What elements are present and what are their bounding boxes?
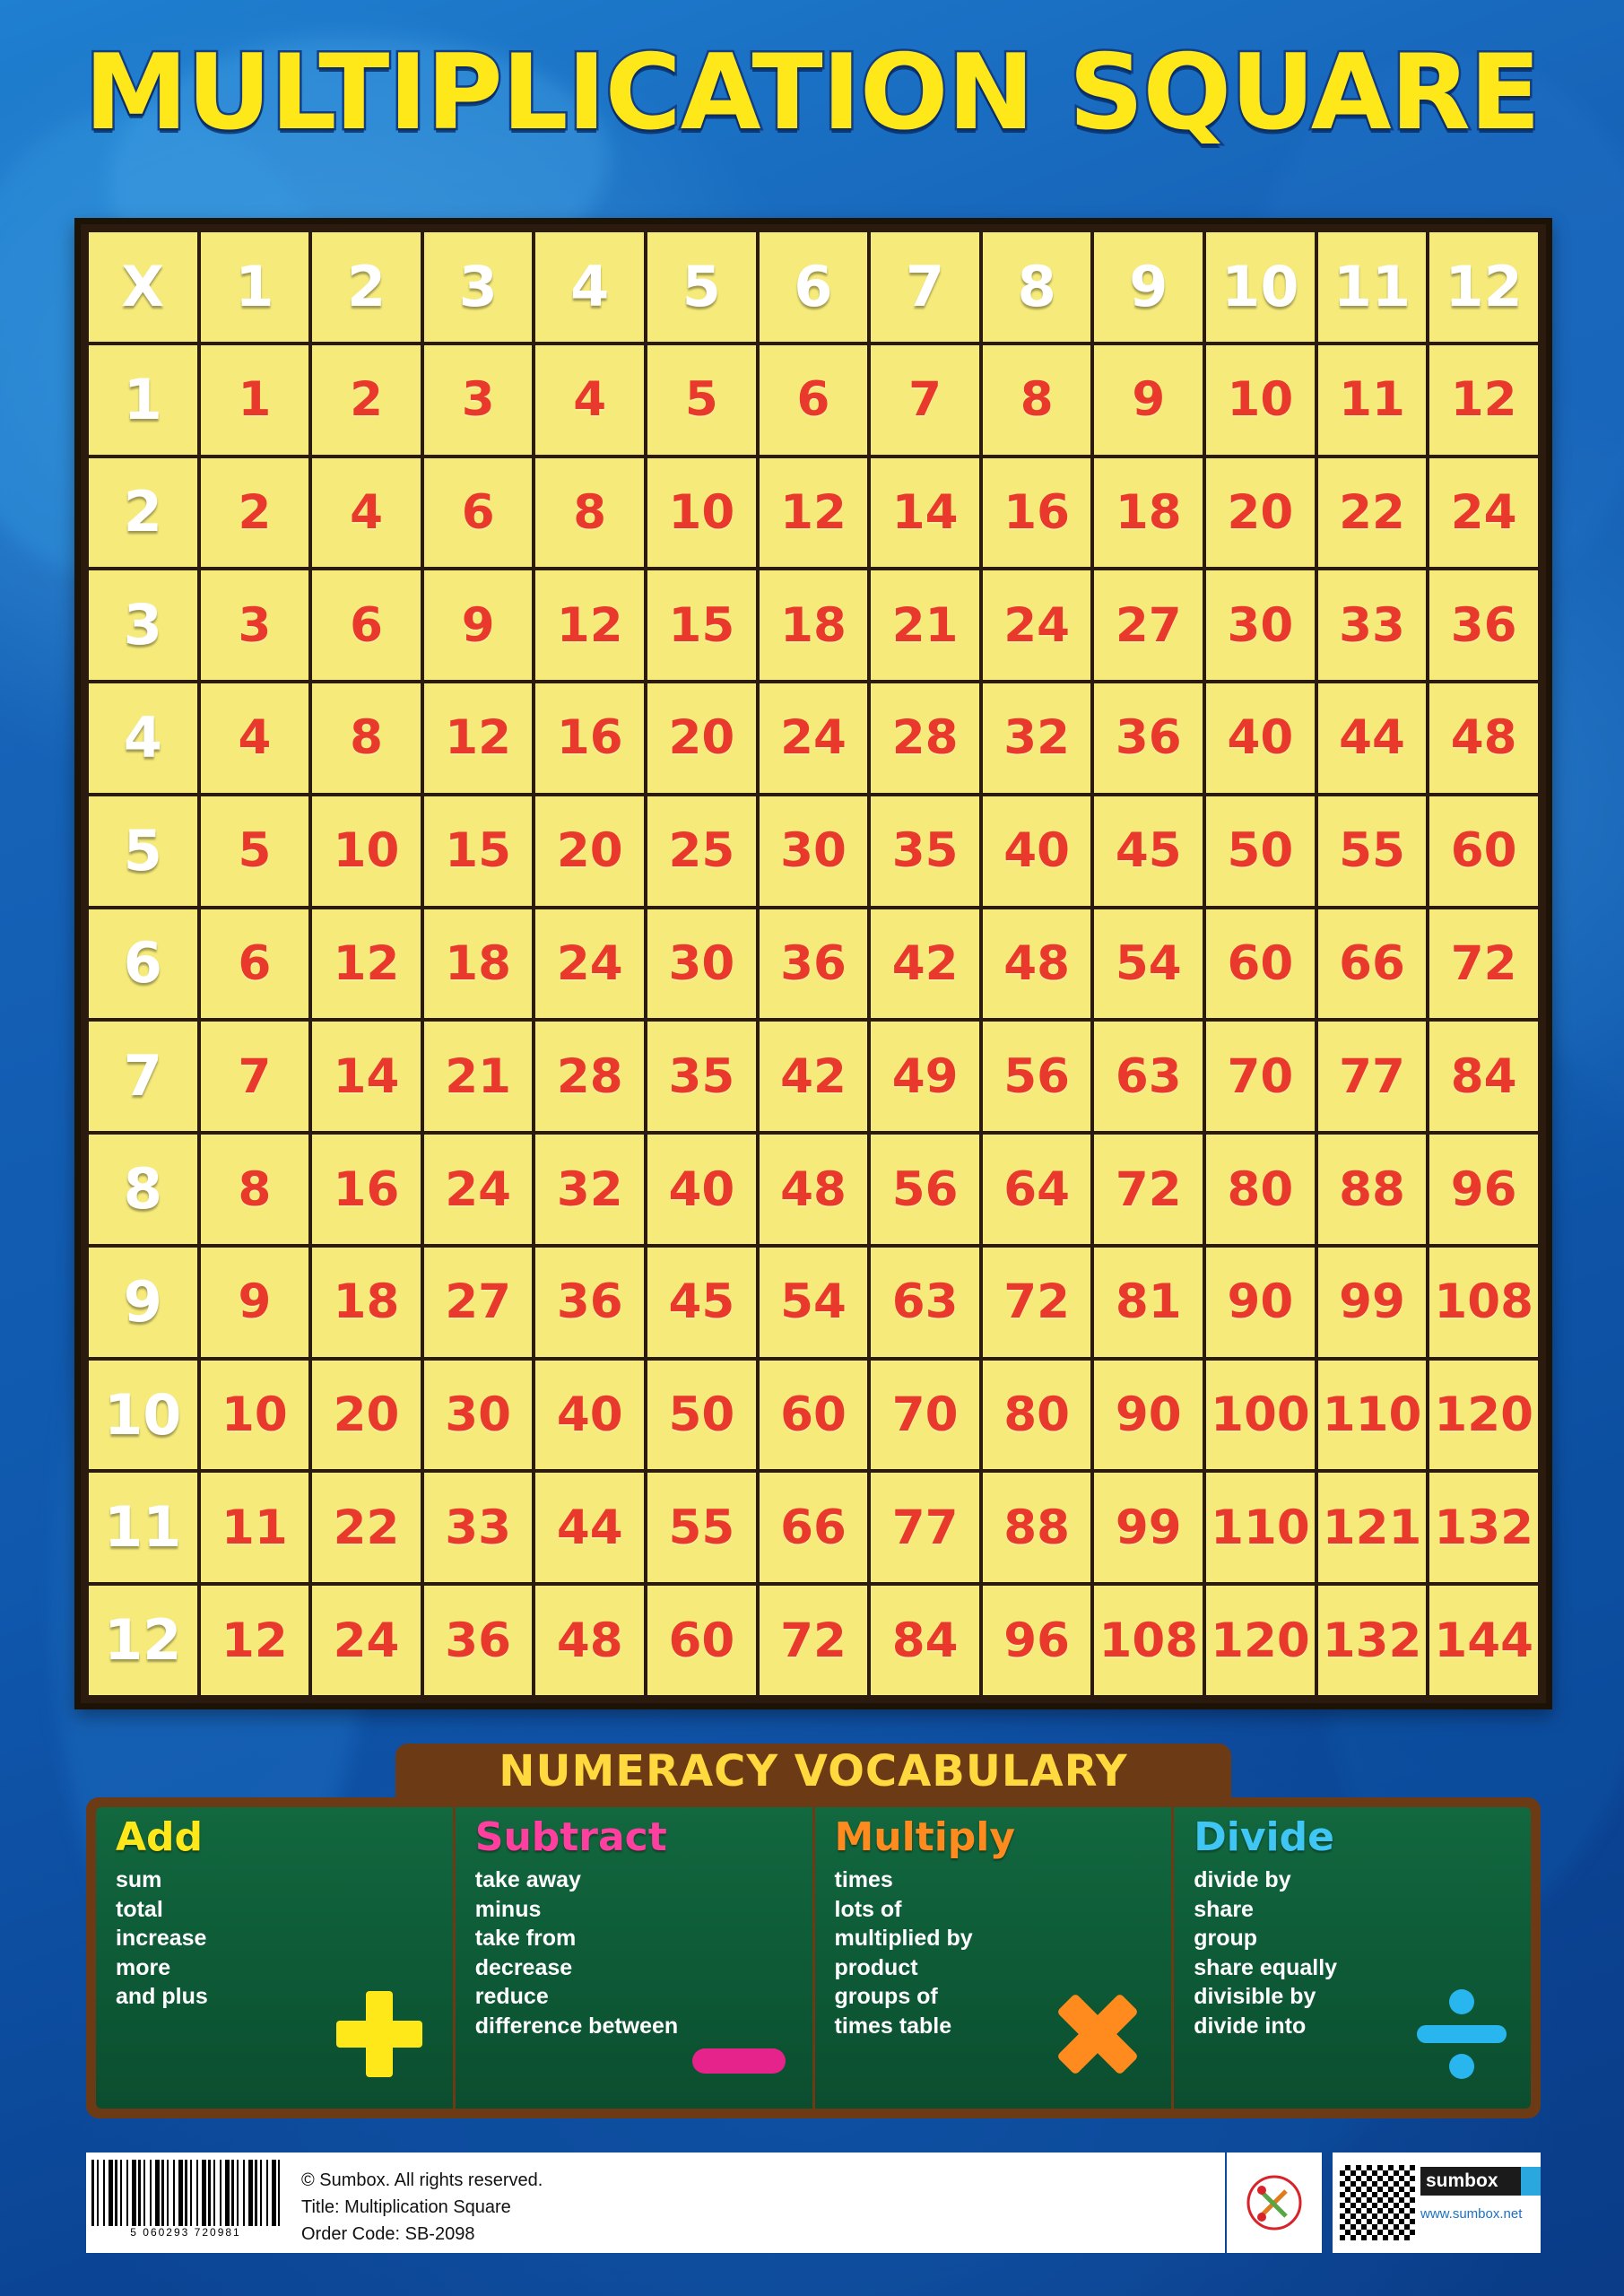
table-row xyxy=(89,1473,1538,1582)
table-cell: 33 xyxy=(424,1473,533,1582)
table-cell: 15 xyxy=(647,570,756,680)
table-cell: 10 xyxy=(201,1361,309,1470)
header-cell-7: 7 xyxy=(871,232,979,342)
table-cell: 20 xyxy=(647,683,756,793)
table-row xyxy=(89,570,1538,680)
row-header-4: 4 xyxy=(89,683,197,793)
table-cell: 21 xyxy=(871,570,979,680)
table-row xyxy=(89,1022,1538,1131)
table-row xyxy=(89,683,1538,793)
table-cell: 88 xyxy=(983,1473,1091,1582)
footer-strip xyxy=(86,2152,1541,2253)
brand-swatch xyxy=(1521,2167,1541,2196)
table-cell: 14 xyxy=(312,1022,421,1131)
table-cell: 72 xyxy=(983,1248,1091,1357)
vocab-terms-divide xyxy=(1194,1866,1515,2040)
table-cell: 144 xyxy=(1429,1586,1538,1695)
header-cell-11: 11 xyxy=(1318,232,1427,342)
header-cell-10: 10 xyxy=(1206,232,1315,342)
multiplication-grid xyxy=(74,218,1552,1709)
table-cell: 45 xyxy=(1094,796,1203,906)
table-cell: 5 xyxy=(201,796,309,906)
table-cell: 77 xyxy=(871,1473,979,1582)
header-cell-1: 1 xyxy=(201,232,309,342)
vocab-column-add xyxy=(96,1807,453,2109)
row-header-7: 7 xyxy=(89,1022,197,1131)
row-header-6: 6 xyxy=(89,909,197,1019)
table-cell: 27 xyxy=(1094,570,1203,680)
table-cell: 48 xyxy=(760,1135,868,1244)
table-cell: 12 xyxy=(312,909,421,1019)
table-cell: 56 xyxy=(871,1135,979,1244)
table-cell: 96 xyxy=(1429,1135,1538,1244)
table-cell: 12 xyxy=(1429,345,1538,455)
row-header-5: 5 xyxy=(89,796,197,906)
table-row xyxy=(89,1135,1538,1244)
table-cell: 15 xyxy=(424,796,533,906)
header-cell-6: 6 xyxy=(760,232,868,342)
order-code-text: Order Code: SB-2098 xyxy=(301,2224,475,2244)
table-cell: 96 xyxy=(983,1586,1091,1695)
table-cell: 110 xyxy=(1206,1473,1315,1582)
table-cell: 45 xyxy=(647,1248,756,1357)
table-cell: 36 xyxy=(1094,683,1203,793)
table-cell: 3 xyxy=(424,345,533,455)
table-cell: 24 xyxy=(535,909,644,1019)
list-item: multiplied by xyxy=(834,1926,973,1951)
table-cell: 4 xyxy=(201,683,309,793)
table-cell: 32 xyxy=(983,683,1091,793)
table-cell: 30 xyxy=(1206,570,1315,680)
table-cell: 8 xyxy=(312,683,421,793)
header-cell-3: 3 xyxy=(424,232,533,342)
list-item: product xyxy=(834,1954,918,1980)
vocabulary-heading: NUMERACY VOCABULARY xyxy=(395,1744,1231,1799)
table-cell: 121 xyxy=(1318,1473,1427,1582)
list-item: lots of xyxy=(834,1896,902,1922)
table-cell: 32 xyxy=(535,1135,644,1244)
table-cell: 81 xyxy=(1094,1248,1203,1357)
brand-name: sumbox xyxy=(1420,2167,1521,2196)
table-cell: 48 xyxy=(1429,683,1538,793)
table-cell: 10 xyxy=(647,458,756,568)
table-cell: 36 xyxy=(535,1248,644,1357)
brand-url: www.sumbox.net xyxy=(1420,2206,1523,2222)
table-cell: 77 xyxy=(1318,1022,1427,1131)
list-item: divide by xyxy=(1194,1867,1291,1892)
table-cell: 120 xyxy=(1429,1361,1538,1470)
table-cell: 54 xyxy=(760,1248,868,1357)
table-cell: 30 xyxy=(647,909,756,1019)
list-item: and plus xyxy=(116,1984,208,2009)
table-cell: 66 xyxy=(1318,909,1427,1019)
table-row xyxy=(89,1248,1538,1357)
table-cell: 60 xyxy=(760,1361,868,1470)
table-cell: 72 xyxy=(1429,909,1538,1019)
table-cell: 18 xyxy=(1094,458,1203,568)
table-cell: 55 xyxy=(1318,796,1427,906)
table-cell: 22 xyxy=(1318,458,1427,568)
table-header-row xyxy=(89,232,1538,342)
table-cell: 54 xyxy=(1094,909,1203,1019)
table-cell: 36 xyxy=(760,909,868,1019)
table-cell: 20 xyxy=(535,796,644,906)
table-cell: 18 xyxy=(424,909,533,1019)
product-title-text: Title: Multiplication Square xyxy=(301,2197,511,2217)
table-cell: 60 xyxy=(1429,796,1538,906)
table-cell: 40 xyxy=(1206,683,1315,793)
row-header-10: 10 xyxy=(89,1361,197,1470)
table-cell: 44 xyxy=(535,1473,644,1582)
list-item: sum xyxy=(116,1867,162,1892)
table-cell: 88 xyxy=(1318,1135,1427,1244)
table-row xyxy=(89,1361,1538,1470)
table-cell: 9 xyxy=(1094,345,1203,455)
table-cell: 7 xyxy=(871,345,979,455)
table-cell: 70 xyxy=(871,1361,979,1470)
list-item: more xyxy=(116,1954,171,1980)
vocab-column-subtract xyxy=(453,1807,812,2109)
list-item: divide into xyxy=(1194,2013,1307,2039)
vocabulary-board xyxy=(96,1807,1531,2109)
table-cell: 84 xyxy=(871,1586,979,1695)
table-cell: 8 xyxy=(201,1135,309,1244)
vocabulary-body xyxy=(86,1797,1541,2118)
table-cell: 132 xyxy=(1429,1473,1538,1582)
list-item: difference between xyxy=(474,2013,679,2039)
table-row xyxy=(89,909,1538,1019)
table-cell: 42 xyxy=(760,1022,868,1131)
table-cell: 22 xyxy=(312,1473,421,1582)
table-cell: 16 xyxy=(535,683,644,793)
table-cell: 132 xyxy=(1318,1586,1427,1695)
table-cell: 33 xyxy=(1318,570,1427,680)
table-cell: 60 xyxy=(647,1586,756,1695)
table-cell: 56 xyxy=(983,1022,1091,1131)
table-cell: 108 xyxy=(1429,1248,1538,1357)
vocab-terms-multiply xyxy=(835,1866,1156,2040)
table-cell: 36 xyxy=(424,1586,533,1695)
list-item: increase xyxy=(116,1926,207,1951)
multiplication-table xyxy=(85,229,1541,1699)
list-item: take away xyxy=(474,1867,581,1892)
table-cell: 6 xyxy=(201,909,309,1019)
table-cell: 99 xyxy=(1094,1473,1203,1582)
vocab-column-multiply xyxy=(812,1807,1172,2109)
list-item: reduce xyxy=(474,1984,549,2009)
vocab-title-divide: Divide xyxy=(1194,1814,1334,1860)
table-cell: 10 xyxy=(312,796,421,906)
table-cell: 100 xyxy=(1206,1361,1315,1470)
row-header-2: 2 xyxy=(89,458,197,568)
table-cell: 24 xyxy=(983,570,1091,680)
table-cell: 24 xyxy=(760,683,868,793)
table-cell: 16 xyxy=(983,458,1091,568)
row-header-11: 11 xyxy=(89,1473,197,1582)
table-cell: 3 xyxy=(201,570,309,680)
table-cell: 55 xyxy=(647,1473,756,1582)
header-cell-4: 4 xyxy=(535,232,644,342)
table-cell: 1 xyxy=(201,345,309,455)
table-cell: 4 xyxy=(312,458,421,568)
row-header-12: 12 xyxy=(89,1586,197,1695)
table-cell: 44 xyxy=(1318,683,1427,793)
table-cell: 2 xyxy=(201,458,309,568)
table-cell: 108 xyxy=(1094,1586,1203,1695)
table-cell: 12 xyxy=(760,458,868,568)
copyright-text: © Sumbox. All rights reserved. xyxy=(301,2170,543,2190)
header-cell-8: 8 xyxy=(983,232,1091,342)
table-cell: 110 xyxy=(1318,1361,1427,1470)
header-cell-9: 9 xyxy=(1094,232,1203,342)
table-cell: 12 xyxy=(201,1586,309,1695)
list-item: divisible by xyxy=(1194,1984,1316,2009)
table-cell: 63 xyxy=(871,1248,979,1357)
table-cell: 28 xyxy=(871,683,979,793)
list-item: decrease xyxy=(474,1954,573,1980)
table-cell: 40 xyxy=(647,1135,756,1244)
list-item: times xyxy=(834,1867,893,1892)
table-cell: 20 xyxy=(1206,458,1315,568)
table-cell: 84 xyxy=(1429,1022,1538,1131)
scissors-safety-icon xyxy=(1246,2175,1302,2231)
barcode-bars xyxy=(91,2160,280,2226)
table-cell: 21 xyxy=(424,1022,533,1131)
header-cell-2: 2 xyxy=(312,232,421,342)
table-cell: 48 xyxy=(535,1586,644,1695)
table-cell: 27 xyxy=(424,1248,533,1357)
table-cell: 16 xyxy=(312,1135,421,1244)
table-cell: 36 xyxy=(1429,570,1538,680)
table-cell: 72 xyxy=(760,1586,868,1695)
table-cell: 30 xyxy=(760,796,868,906)
table-cell: 50 xyxy=(647,1361,756,1470)
table-cell: 72 xyxy=(1094,1135,1203,1244)
table-cell: 35 xyxy=(871,796,979,906)
row-header-8: 8 xyxy=(89,1135,197,1244)
table-cell: 80 xyxy=(983,1361,1091,1470)
barcode-number: 5 060293 720981 xyxy=(130,2226,241,2239)
table-cell: 66 xyxy=(760,1473,868,1582)
table-cell: 14 xyxy=(871,458,979,568)
table-cell: 40 xyxy=(535,1361,644,1470)
header-cell-12: 12 xyxy=(1429,232,1538,342)
table-cell: 35 xyxy=(647,1022,756,1131)
table-cell: 11 xyxy=(201,1473,309,1582)
header-cell-5: 5 xyxy=(647,232,756,342)
vocab-column-divide xyxy=(1171,1807,1531,2109)
table-cell: 120 xyxy=(1206,1586,1315,1695)
table-cell: 9 xyxy=(201,1248,309,1357)
table-cell: 49 xyxy=(871,1022,979,1131)
vocab-title-multiply: Multiply xyxy=(834,1814,1016,1860)
table-cell: 8 xyxy=(535,458,644,568)
table-cell: 48 xyxy=(983,909,1091,1019)
table-cell: 90 xyxy=(1094,1361,1203,1470)
table-cell: 60 xyxy=(1206,909,1315,1019)
numeracy-vocabulary-panel xyxy=(86,1744,1541,2120)
table-cell: 50 xyxy=(1206,796,1315,906)
table-cell: 64 xyxy=(983,1135,1091,1244)
table-cell: 6 xyxy=(424,458,533,568)
table-cell: 8 xyxy=(983,345,1091,455)
list-item: share equally xyxy=(1194,1954,1338,1980)
table-cell: 18 xyxy=(312,1248,421,1357)
vocab-title-subtract: Subtract xyxy=(474,1814,667,1860)
list-item: share xyxy=(1194,1896,1254,1922)
table-cell: 10 xyxy=(1206,345,1315,455)
table-row xyxy=(89,345,1538,455)
table-cell: 90 xyxy=(1206,1248,1315,1357)
table-cell: 11 xyxy=(1318,345,1427,455)
brand-block xyxy=(1333,2152,1541,2253)
qr-code xyxy=(1340,2165,1415,2240)
barcode xyxy=(86,2152,285,2253)
table-cell: 12 xyxy=(424,683,533,793)
list-item: minus xyxy=(474,1896,542,1922)
table-cell: 30 xyxy=(424,1361,533,1470)
list-item: total xyxy=(116,1896,163,1922)
table-cell: 6 xyxy=(760,345,868,455)
vocab-title-add: Add xyxy=(116,1814,204,1860)
list-item: times table xyxy=(834,2013,952,2039)
row-header-9: 9 xyxy=(89,1248,197,1357)
credits-block xyxy=(285,2152,1225,2253)
table-cell: 4 xyxy=(535,345,644,455)
table-cell: 24 xyxy=(1429,458,1538,568)
row-header-1: 1 xyxy=(89,345,197,455)
list-item: group xyxy=(1194,1926,1258,1951)
table-cell: 63 xyxy=(1094,1022,1203,1131)
table-cell: 40 xyxy=(983,796,1091,906)
safety-badge xyxy=(1227,2152,1322,2253)
table-cell: 24 xyxy=(312,1586,421,1695)
table-cell: 6 xyxy=(312,570,421,680)
minus-symbol-icon xyxy=(685,2034,793,2092)
table-cell: 28 xyxy=(535,1022,644,1131)
table-cell: 9 xyxy=(424,570,533,680)
table-cell: 99 xyxy=(1318,1248,1427,1357)
table-cell: 24 xyxy=(424,1135,533,1244)
vocab-terms-subtract xyxy=(475,1866,796,2040)
header-cell-corner: X xyxy=(89,232,197,342)
vocab-terms-add xyxy=(116,1866,437,2012)
table-cell: 80 xyxy=(1206,1135,1315,1244)
table-cell: 5 xyxy=(647,345,756,455)
brand-row xyxy=(1420,2167,1541,2196)
table-row xyxy=(89,1586,1538,1695)
list-item: take from xyxy=(474,1926,577,1951)
table-cell: 18 xyxy=(760,570,868,680)
table-cell: 70 xyxy=(1206,1022,1315,1131)
page-title: MULTIPLICATION SQUARE xyxy=(83,32,1541,153)
table-cell: 25 xyxy=(647,796,756,906)
table-row xyxy=(89,796,1538,906)
table-cell: 12 xyxy=(535,570,644,680)
table-cell: 7 xyxy=(201,1022,309,1131)
brand-info xyxy=(1420,2152,1541,2253)
table-row xyxy=(89,458,1538,568)
table-cell: 20 xyxy=(312,1361,421,1470)
row-header-3: 3 xyxy=(89,570,197,680)
table-cell: 2 xyxy=(312,345,421,455)
list-item: groups of xyxy=(834,1984,938,2009)
table-cell: 42 xyxy=(871,909,979,1019)
